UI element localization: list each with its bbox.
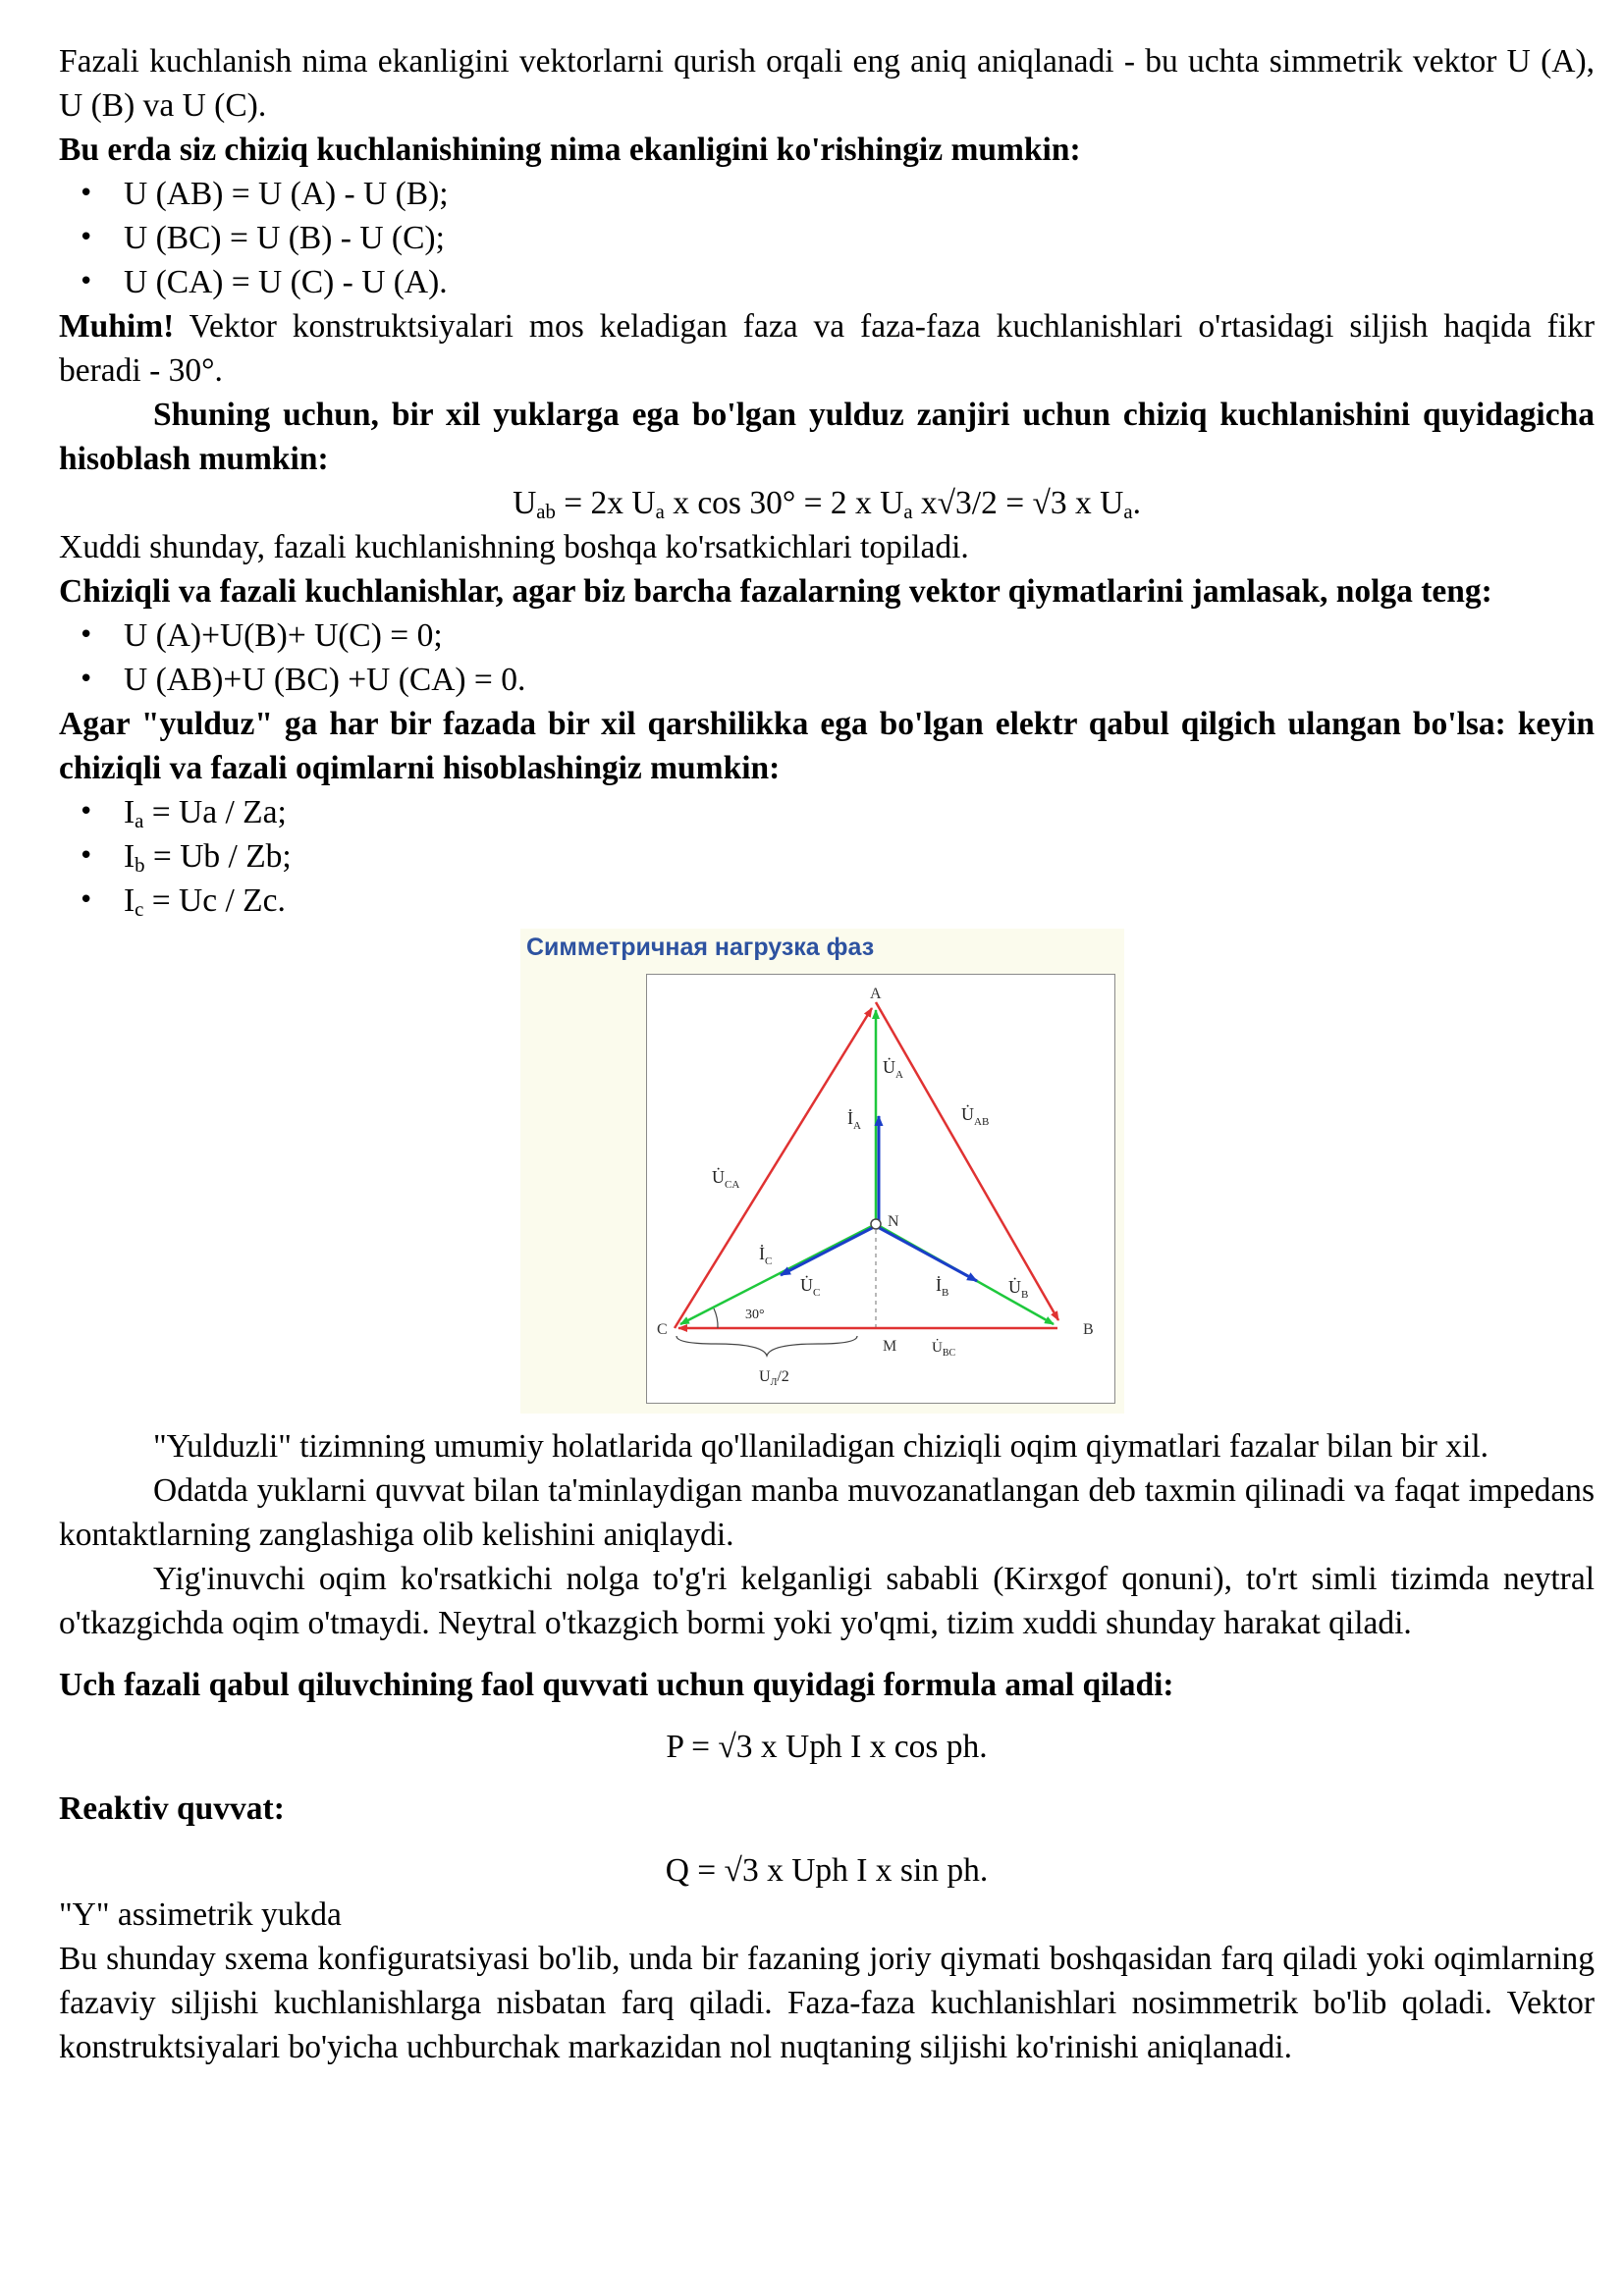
label-ia: $İ_A$: [847, 1108, 861, 1132]
active-power-formula: P = √3 x Uph I x cos ph.: [666, 1729, 988, 1765]
line-voltage-formula: $U_{ab} = 2x$ $U_a$ x cos 30° = 2 x $U_a$ x√3/2 = √3 x $U_a$.: [513, 485, 1141, 524]
diagram-frame: [646, 974, 1115, 1404]
label-half-line: $U_Л/2$: [759, 1368, 789, 1388]
list-item: • $I_a = Ua / Za$;: [59, 790, 1595, 834]
angle-arc: [714, 1308, 718, 1328]
currents-list: [59, 790, 1595, 923]
source-balance-paragraph: Odatda yuklarni quvvat bilan ta'minlaydigan manba muvozanatlangan deb taxmin qilinadi va faqat impedans kontaktlarning zanglashiga olib kelishini aniqlaydi.: [59, 1472, 1595, 1553]
label-c: C: [657, 1321, 668, 1338]
currents-heading: Agar "yulduz" ga har bir fazada bir xil qarshilikka ega bo'lgan elektr qabul qilgich ulangan bo'lsa: keyin chiziqli va fazali oqimlarni hisoblashingiz mumkin:: [59, 706, 1595, 786]
vector-diagram-figure: [520, 929, 1124, 1414]
label-ubc: $U̇_{BC}$: [932, 1340, 956, 1359]
ib-vector: [876, 1226, 977, 1281]
label-uc: $U̇_C$: [800, 1275, 821, 1299]
ic-vector: [781, 1226, 876, 1275]
list-item: • U (AB)+U (BC) +U (CA) = 0.: [59, 658, 1595, 702]
list-item: • $I_c = Uc / Zc$.: [59, 879, 1595, 923]
label-uab: $U̇_{AB}$: [961, 1104, 990, 1128]
label-b: B: [1083, 1321, 1094, 1338]
sum-zero-heading: Chiziqli va fazali kuchlanishlar, agar biz barcha fazalarning vektor qiymatlarini jamlasak, nolga teng:: [59, 573, 1492, 610]
important-note: [59, 304, 1595, 393]
list-item: • $I_b = Ub / Zb$;: [59, 834, 1595, 879]
uca-vector: [675, 1008, 872, 1328]
asymmetric-load-paragraph: Bu shunday sxema konfiguratsiyasi bo'lib, unda bir fazaning joriy qiymati boshqasidan farq qiladi yoki oqimlarning fazaviy siljishi kuchlanishlarga nisbatan farq qiladi. Faza-faza kuchlanishlari nosimmetrik bo'lib qoladi. Vektor konstruktsiyalari bo'yicha uchburchak markazidan nol nuqtaning siljishi ko'rinishi aniqlanadi.: [59, 1941, 1595, 2065]
similar-paragraph: Xuddi shunday, fazali kuchlanishning boshqa ko'rsatkichlari topiladi.: [59, 529, 969, 565]
label-ib: $İ_B$: [936, 1275, 949, 1299]
figure-container: [59, 929, 1595, 1424]
intro-paragraph: Fazali kuchlanish nima ekanligini vektorlarni qurish orqali eng aniq aniqlanadi - bu uchta simmetrik vektor U (A), U (B) va U (C).: [59, 43, 1595, 124]
half-line-brace: [677, 1336, 857, 1356]
list-item: • U (A)+U(B)+ U(C) = 0;: [59, 614, 1595, 658]
list-item: • U (CA) = U (C) - U (A).: [59, 260, 1595, 304]
list-item: • U (BC) = U (B) - U (C);: [59, 216, 1595, 260]
asymmetric-load-title: "Y" assimetrik yukda: [59, 1896, 342, 1933]
reactive-power-formula: Q = √3 x Uph I x sin ph.: [665, 1852, 989, 1889]
phasor-diagram: [647, 975, 1114, 1403]
star-circuit-heading: Shuning uchun, bir xil yuklarga ega bo'lgan yulduz zanjiri uchun chiziq kuchlanishini quyidagicha hisoblash mumkin:: [59, 397, 1595, 477]
list-item: • U (AB) = U (A) - U (B);: [59, 172, 1595, 216]
figure-title: Симметричная нагрузка фаз: [526, 934, 875, 961]
label-m: M: [883, 1338, 897, 1355]
line-voltage-heading: Bu erda siz chiziq kuchlanishining nima ekanligini ko'rishingiz mumkin:: [59, 132, 1081, 168]
sum-zero-list: [59, 614, 1595, 702]
label-uca: $U̇_{CA}$: [712, 1167, 740, 1191]
important-text: Vektor konstruktsiyalari mos keladigan faza va faza-faza kuchlanishlari o'rtasidagi siljish haqida fikr beradi - 30°.: [59, 308, 1595, 389]
neutral-point: [871, 1219, 881, 1229]
label-angle: 30°: [745, 1308, 765, 1322]
star-current-paragraph: "Yulduzli" tizimning umumiy holatlarida qo'llaniladigan chiziqli oqim qiymatlari fazalar bilan bir xil.: [153, 1428, 1489, 1465]
line-voltage-list: [59, 172, 1595, 304]
uc-vector: [680, 1224, 876, 1324]
label-a: A: [870, 986, 882, 1002]
reactive-power-heading: Reaktiv quvvat:: [59, 1790, 285, 1827]
label-ua: $U̇_A$: [883, 1057, 903, 1081]
active-power-heading: Uch fazali qabul qiluvchining faol quvvati uchun quyidagi formula amal qiladi:: [59, 1667, 1174, 1703]
label-ic: $İ_C$: [759, 1244, 773, 1267]
label-n: N: [888, 1213, 899, 1230]
label-ub: $U̇_B$: [1008, 1277, 1029, 1301]
uab-vector: [876, 1002, 1058, 1320]
neutral-current-paragraph: Yig'inuvchi oqim ko'rsatkichi nolga to'g'ri kelganligi sababli (Kirxgof qonuni), to'rt simli tizimda neytral o'tkazgichda oqim o'tmaydi. Neytral o'tkazgich bormi yoki yo'qmi, tizim xuddi shunday harakat qiladi.: [59, 1561, 1595, 1641]
document-page: [59, 39, 1595, 2069]
important-label: Muhim!: [59, 308, 175, 345]
